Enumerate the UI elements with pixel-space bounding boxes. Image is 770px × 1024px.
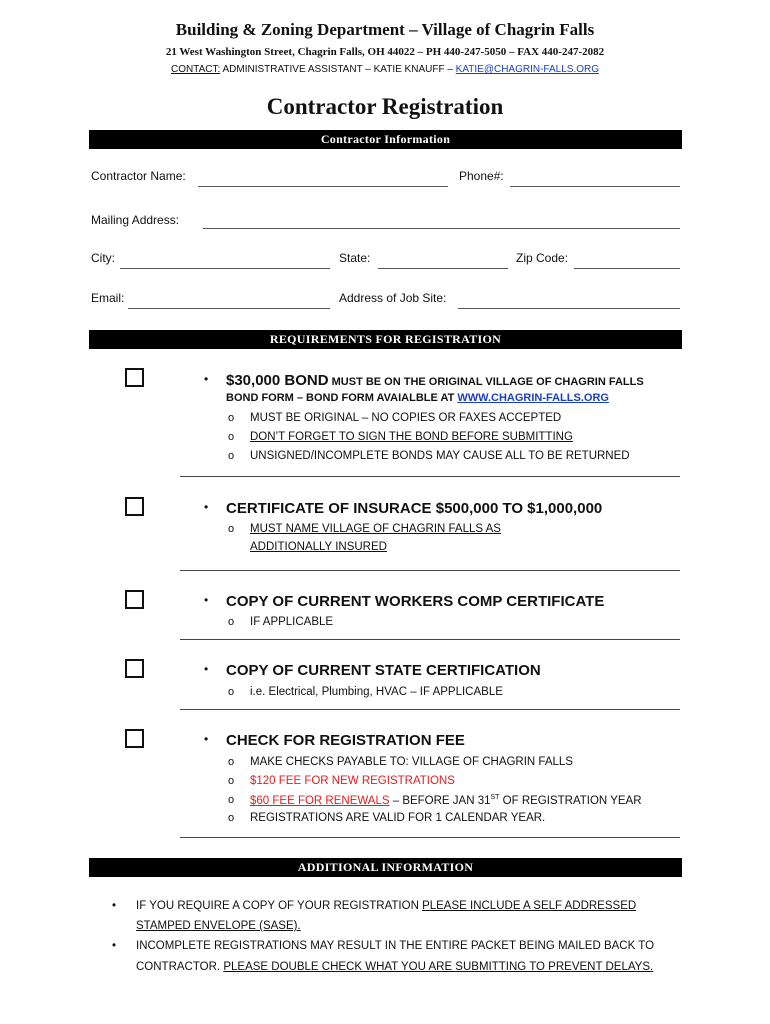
workers-comp-item-1 bbox=[228, 616, 334, 628]
circle-bullet-icon: o bbox=[228, 616, 235, 628]
additional-item-2-underlined: PLEASE DOUBLE CHECK WHAT YOU ARE SUBMITTING TO PREVENT DELAYS. bbox=[223, 961, 654, 973]
mailing-address-label: Mailing Address: bbox=[91, 213, 180, 227]
email-label: Email: bbox=[91, 291, 125, 305]
bond-item-2 bbox=[228, 431, 573, 443]
city-field[interactable] bbox=[120, 250, 330, 268]
mailing-address-line bbox=[203, 228, 680, 229]
fee-item-4-text: REGISTRATIONS ARE VALID FOR 1 CALENDAR YEAR. bbox=[250, 812, 546, 824]
bond-amount: $30,000 BOND bbox=[226, 372, 329, 389]
zip-field[interactable] bbox=[574, 250, 680, 268]
bullet-icon: • bbox=[204, 500, 209, 514]
insurance-item-1 bbox=[228, 523, 501, 535]
phone-line bbox=[510, 186, 680, 187]
workers-comp-checkbox[interactable] bbox=[125, 590, 144, 609]
contractor-name-line bbox=[198, 186, 448, 187]
section-contractor-info: Contractor Information bbox=[89, 130, 682, 149]
workers-comp-item-1-text: IF APPLICABLE bbox=[250, 616, 334, 628]
separator-line bbox=[180, 639, 680, 640]
department-title: Building & Zoning Department – Village of Chagrin Falls bbox=[175, 20, 595, 39]
department-address: 21 West Washington Street, Chagrin Falls, OH 44022 – PH 440-247-5050 – FAX 440-247-2082 bbox=[165, 46, 605, 58]
insurance-checkbox[interactable] bbox=[125, 497, 144, 516]
bond-item-1 bbox=[228, 412, 562, 424]
city-line bbox=[120, 268, 330, 269]
separator-line bbox=[180, 570, 680, 571]
job-site-label: Address of Job Site: bbox=[339, 291, 447, 305]
state-line bbox=[378, 268, 508, 269]
separator-line bbox=[180, 476, 680, 477]
bond-heading-rest: MUST BE ON THE ORIGINAL VILLAGE OF CHAGRIN FALLS bbox=[328, 376, 644, 388]
contact-line bbox=[0, 64, 770, 75]
bullet-icon: • bbox=[112, 940, 117, 952]
bond-form-link[interactable]: WWW.CHAGRIN-FALLS.ORG bbox=[457, 392, 609, 404]
additional-item-1-plain: IF YOU REQUIRE A COPY OF YOUR REGISTRATION bbox=[136, 900, 423, 912]
circle-bullet-icon: o bbox=[228, 523, 235, 535]
email-line bbox=[128, 308, 330, 309]
fee-item-4 bbox=[228, 812, 546, 824]
circle-bullet-icon: o bbox=[228, 686, 235, 698]
bond-form-line bbox=[226, 392, 609, 404]
fee-item-1 bbox=[228, 756, 573, 768]
contact-text: ADMINISTRATIVE ASSISTANT – KATIE KNAUFF – bbox=[220, 64, 456, 75]
zip-label: Zip Code: bbox=[516, 251, 569, 265]
circle-bullet-icon: o bbox=[228, 794, 235, 806]
mailing-address-field[interactable] bbox=[203, 210, 680, 228]
phone-field[interactable] bbox=[510, 168, 680, 186]
fee-heading: CHECK FOR REGISTRATION FEE bbox=[226, 732, 465, 749]
additional-item-1-text bbox=[136, 900, 636, 912]
bullet-icon: • bbox=[204, 372, 209, 386]
bond-item-3-text: UNSIGNED/INCOMPLETE BONDS MAY CAUSE ALL TO BE RETURNED bbox=[250, 450, 630, 462]
contact-label: CONTACT: bbox=[170, 64, 221, 75]
bullet-icon: • bbox=[204, 662, 209, 676]
bond-item-1-text: MUST BE ORIGINAL – NO COPIES OR FAXES ACCEPTED bbox=[250, 412, 562, 424]
state-label: State: bbox=[339, 251, 371, 265]
state-field[interactable] bbox=[378, 250, 508, 268]
state-cert-checkbox[interactable] bbox=[125, 659, 144, 678]
fee-item-2-text: $120 FEE FOR NEW REGISTRATIONS bbox=[250, 775, 455, 787]
circle-bullet-icon: o bbox=[228, 756, 235, 768]
separator-line bbox=[180, 837, 680, 838]
fee-item-3-red: $60 FEE FOR RENEWALS bbox=[250, 794, 390, 807]
fee-item-3 bbox=[228, 794, 642, 807]
insurance-item-1-text: MUST NAME VILLAGE OF CHAGRIN FALLS AS bbox=[250, 523, 501, 535]
bond-item-2-text: DON’T FORGET TO SIGN THE BOND BEFORE SUBMITTING bbox=[250, 431, 573, 443]
section-additional-info: ADDITIONAL INFORMATION bbox=[89, 858, 682, 877]
state-cert-item-1 bbox=[228, 686, 503, 698]
bullet-icon: • bbox=[112, 900, 117, 912]
bond-item-3 bbox=[228, 450, 630, 462]
circle-bullet-icon: o bbox=[228, 812, 235, 824]
additional-item-1-underlined: PLEASE INCLUDE A SELF ADDRESSED bbox=[422, 900, 637, 912]
contractor-name-label: Contractor Name: bbox=[91, 169, 186, 183]
city-label: City: bbox=[91, 251, 115, 265]
form-title: Contractor Registration bbox=[266, 94, 504, 119]
bond-checkbox[interactable] bbox=[125, 368, 144, 387]
phone-label: Phone#: bbox=[459, 169, 504, 183]
bond-heading bbox=[226, 372, 644, 389]
additional-item-1-line2: STAMPED ENVELOPE (SASE). bbox=[136, 920, 301, 932]
insurance-heading: CERTIFICATE OF INSURACE $500,000 TO $1,000,000 bbox=[226, 500, 603, 517]
state-cert-item-1-text: i.e. Electrical, Plumbing, HVAC – IF APPLICABLE bbox=[250, 686, 503, 698]
circle-bullet-icon: o bbox=[228, 450, 235, 462]
fee-item-3-text-end: OF REGISTRATION YEAR bbox=[499, 794, 642, 807]
job-site-field[interactable] bbox=[458, 290, 680, 308]
circle-bullet-icon: o bbox=[228, 775, 235, 787]
workers-comp-heading: COPY OF CURRENT WORKERS COMP CERTIFICATE bbox=[226, 593, 605, 610]
bullet-icon: • bbox=[204, 593, 209, 607]
bond-form-text: BOND FORM – BOND FORM AVAIALBLE AT bbox=[226, 392, 458, 404]
contractor-name-field[interactable] bbox=[198, 168, 448, 186]
fee-checkbox[interactable] bbox=[125, 729, 144, 748]
zip-line bbox=[574, 268, 680, 269]
section-requirements: REQUIREMENTS FOR REGISTRATION bbox=[89, 330, 682, 349]
insurance-item-1-cont: ADDITIONALLY INSURED bbox=[250, 541, 387, 553]
job-site-line bbox=[458, 308, 680, 309]
fee-item-3-sup: ST bbox=[490, 794, 500, 801]
circle-bullet-icon: o bbox=[228, 412, 235, 424]
fee-item-2 bbox=[228, 775, 455, 787]
separator-line bbox=[180, 709, 680, 710]
fee-item-3-text: – BEFORE JAN 31 bbox=[389, 794, 491, 807]
additional-item-2-text: INCOMPLETE REGISTRATIONS MAY RESULT IN THE ENTIRE PACKET BEING MAILED BACK TO bbox=[136, 940, 655, 952]
fee-item-1-text: MAKE CHECKS PAYABLE TO: VILLAGE OF CHAGRIN FALLS bbox=[250, 756, 573, 768]
email-field[interactable] bbox=[128, 290, 330, 308]
state-cert-heading: COPY OF CURRENT STATE CERTIFICATION bbox=[226, 662, 541, 679]
contact-email-link[interactable]: KATIE@CHAGRIN-FALLS.ORG bbox=[455, 64, 599, 75]
circle-bullet-icon: o bbox=[228, 431, 235, 443]
additional-item-2-line2 bbox=[136, 961, 653, 973]
additional-item-2-plain: CONTRACTOR. bbox=[136, 961, 224, 973]
bullet-icon: • bbox=[204, 732, 209, 746]
